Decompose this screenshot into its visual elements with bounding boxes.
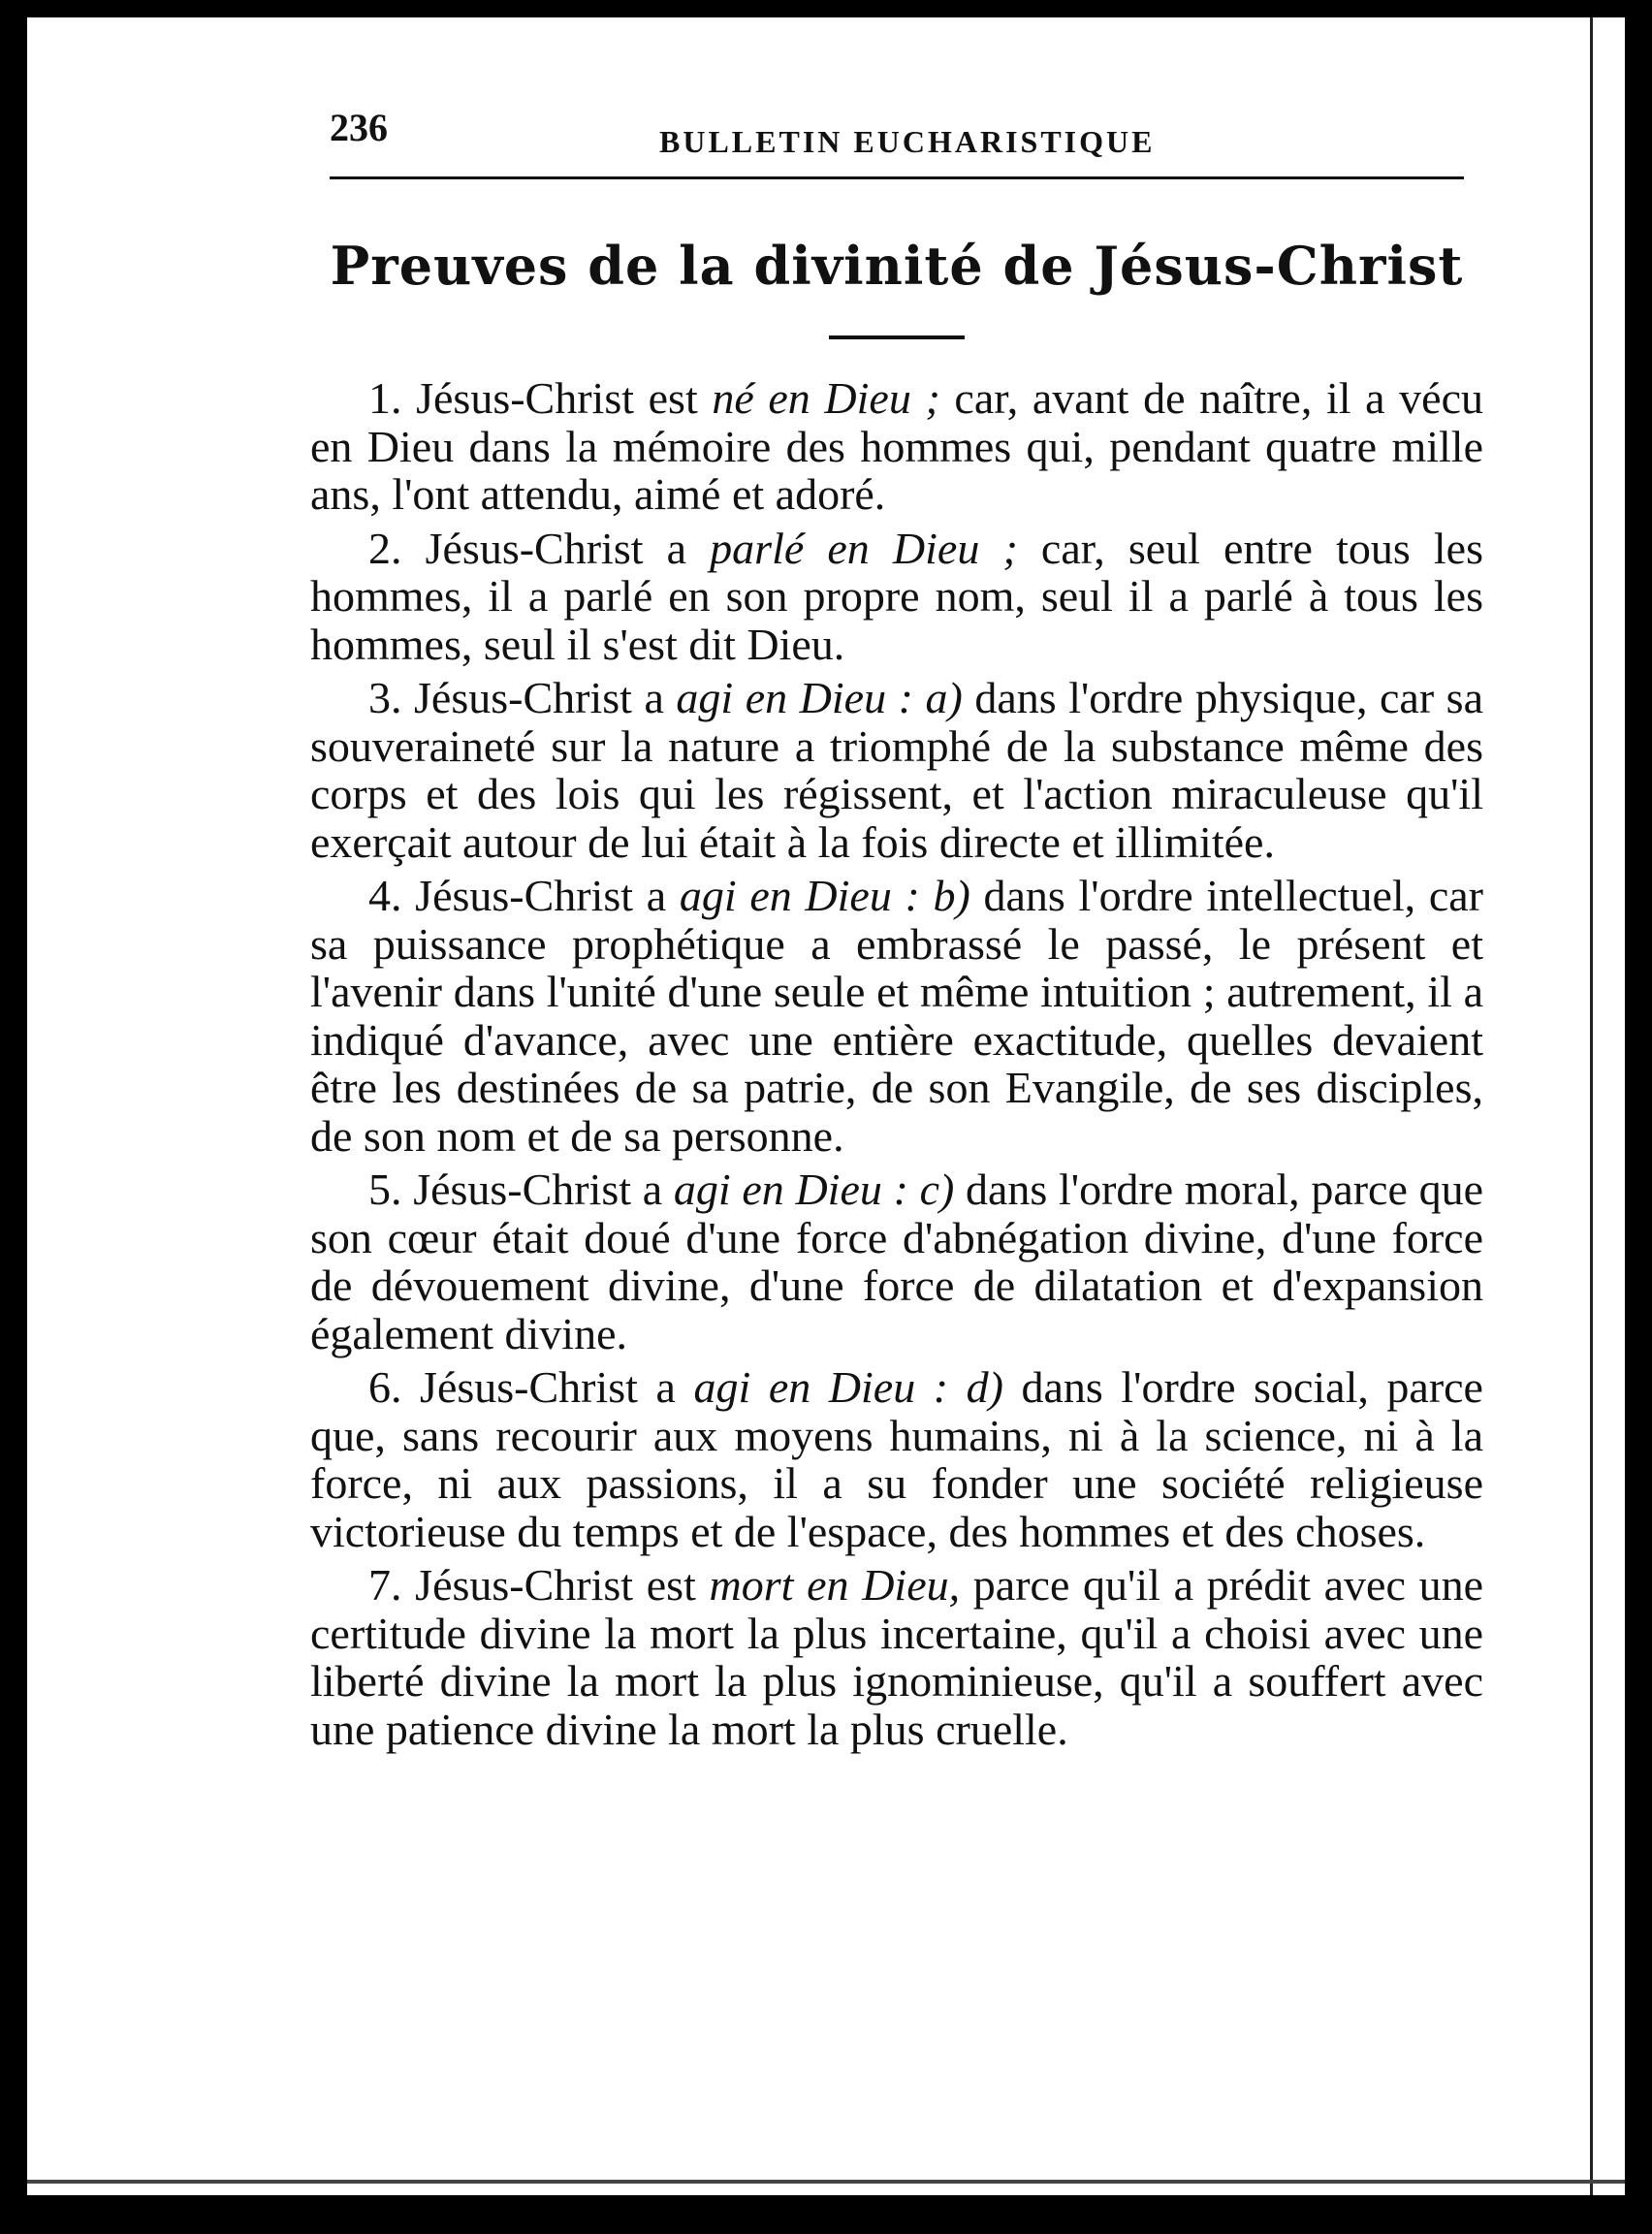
page-number: 236 — [330, 106, 388, 149]
paragraph-lead: 6. Jésus-Christ a — [368, 1362, 694, 1412]
paragraph-emphasis: parlé en Dieu ; — [710, 523, 1018, 573]
page-edge-line — [1590, 17, 1593, 2195]
paragraph-5 — [291, 1165, 1503, 1357]
paragraph-6 — [291, 1363, 1503, 1555]
paragraph-emphasis: mort en Dieu, — [709, 1560, 961, 1610]
paragraph-text: dans l'ordre social, parce que, sans recourir aux moyens humains, ni à la science, ni à la force, ni aux passions, il a su fonder une société religieuse victorieuse du temps et de l'espace, des hommes et des choses. — [310, 1362, 1483, 1556]
running-head — [291, 87, 1503, 175]
paragraph-lead: 5. Jésus-Christ a — [368, 1165, 674, 1214]
scan-border-top — [0, 0, 1652, 17]
paragraph-4 — [291, 872, 1503, 1160]
scan-border-right — [1625, 0, 1652, 2234]
paragraph-emphasis: agi en Dieu : b) — [679, 871, 970, 920]
document-page — [291, 87, 1503, 1759]
paragraph-text: car, seul entre tous les hommes, il a parlé en son propre nom, seul il a parlé à tous les hommes, seul il s'est dit Dieu. — [310, 523, 1483, 669]
paragraph-emphasis: agi en Dieu : c) — [673, 1165, 955, 1214]
paragraph-1 — [291, 374, 1503, 519]
title-divider — [829, 335, 965, 339]
header-rule — [330, 176, 1464, 179]
paragraph-lead: 2. Jésus-Christ a — [368, 523, 711, 573]
article-body — [291, 374, 1503, 1753]
paragraph-lead: 7. Jésus-Christ est — [368, 1560, 710, 1610]
paragraph-text: dans l'ordre moral, parce que son cœur était doué d'une force d'abnégation divine, d'une force de dévouement divine, d'une force de dilatation et d'expansion également divine. — [310, 1165, 1483, 1358]
scan-border-bottom — [0, 2195, 1652, 2234]
running-title: BULLETIN EUCHARISTIQUE — [659, 124, 1156, 159]
paragraph-lead: 3. Jésus-Christ a — [368, 673, 677, 722]
paragraph-3 — [291, 674, 1503, 866]
paragraph-text: dans l'ordre physique, car sa souveraineté sur la nature a triomphé de la substance même des corps et des lois qui les régissent, et l'action miraculeuse qu'il exerçait autour de lui était à la fois directe et illimitée. — [310, 673, 1483, 867]
paragraph-lead: 4. Jésus-Christ a — [368, 871, 680, 920]
paragraph-text: car, avant de naître, il a vécu en Dieu dans la mémoire des hommes qui, pendant quatre mille ans, l'ont attendu, aimé et adoré. — [310, 373, 1483, 519]
paragraph-text: dans l'ordre intellectuel, car sa puissance prophétique a embrassé le passé, le présent et l'avenir dans l'unité d'une seule et même intuition ; autrement, il a indiqué d'avance, avec une entière exactitude, quelles devaient être les destinées de sa patrie, de son Evangile, de ses disciples, de son nom et de sa personne. — [310, 871, 1483, 1161]
paragraph-emphasis: agi en Dieu : a) — [676, 673, 963, 722]
scan-border-left — [0, 0, 27, 2234]
article-title: Preuves de la divinité de Jésus-Christ — [330, 235, 1464, 297]
paragraph-emphasis: agi en Dieu : d) — [693, 1362, 1003, 1412]
page-bottom-edge — [27, 2180, 1625, 2184]
paragraph-lead: 1. Jésus-Christ est — [368, 373, 713, 423]
paragraph-2 — [291, 525, 1503, 669]
paragraph-7 — [291, 1561, 1503, 1753]
paragraph-emphasis: né en Dieu ; — [712, 373, 940, 423]
paragraph-text: parce qu'il a prédit avec une certitude divine la mort la plus incertaine, qu'il a choisi avec une liberté divine la mort la plus ignominieuse, qu'il a souffert avec une patience divine la mort la plus cruelle. — [310, 1560, 1483, 1754]
